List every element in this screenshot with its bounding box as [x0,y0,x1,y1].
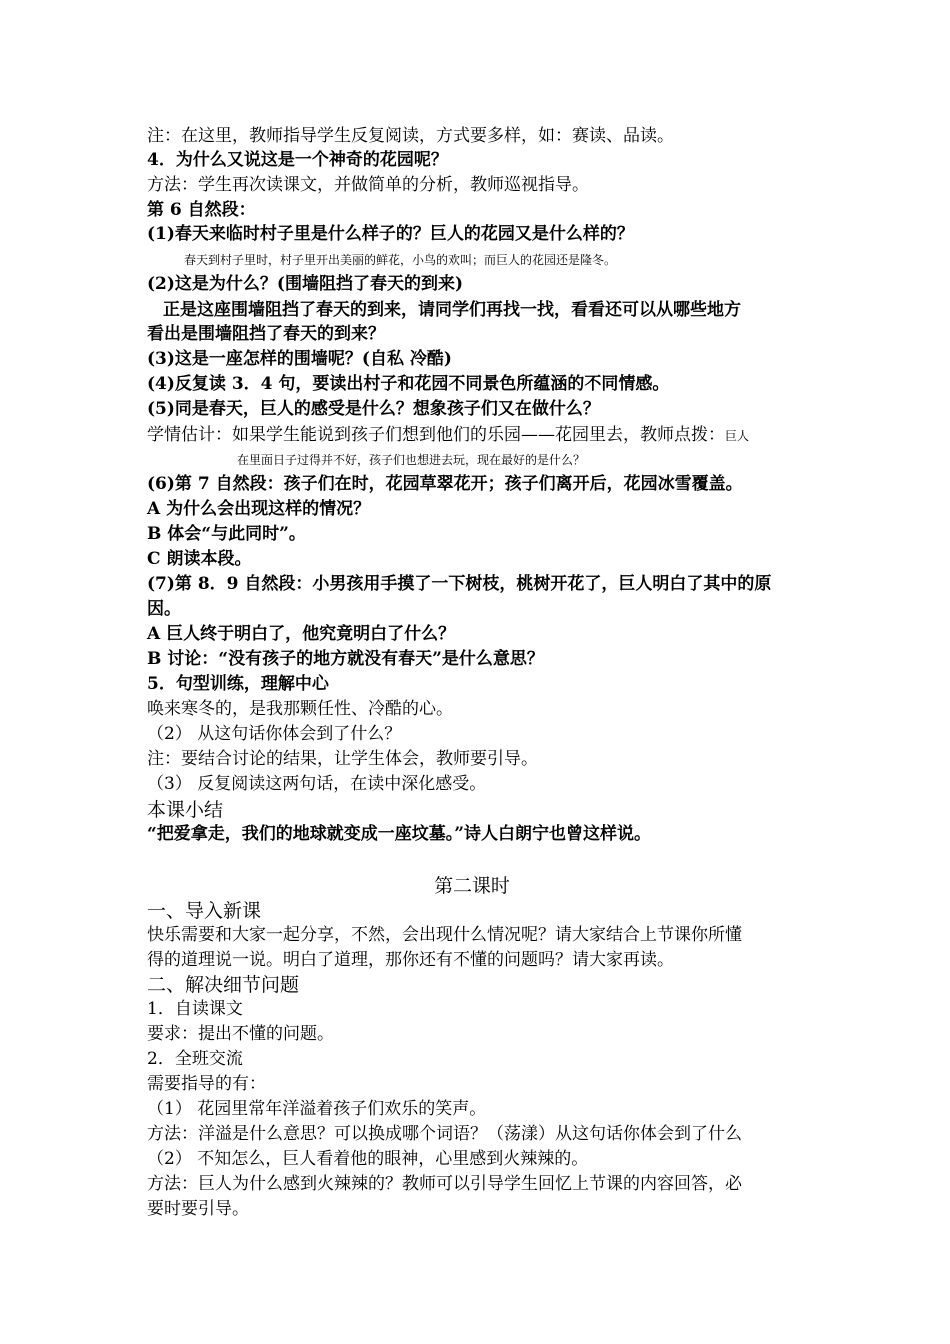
text-line: 因。 [147,599,181,619]
text-line: 得的道理说一说。明白了道理，那你还有不懂的问题吗？请大家再读。 [147,950,674,970]
text-line: (3)这是一座怎样的围墙呢？(自私 冷酷) [147,349,452,369]
text-line: 4．为什么又说这是一个神奇的花园呢？ [147,150,448,170]
text-line: 5．句型训练，理解中心 [147,674,329,694]
text-line: (1)春天来临时村子里是什么样子的？巨人的花园又是什么样的？ [147,224,634,244]
text-line: 需要指导的有： [147,1074,266,1094]
text-line: A 为什么会出现这样的情况？ [147,499,371,519]
section-heading: 一、导入新课 [147,900,262,922]
text-line: 第 6 自然段： [147,200,256,220]
text-line: 在里面日子过得并不好，孩子们也想进去玩，现在最好的是什么？ [237,453,586,467]
section-heading: 二、解决细节问题 [147,974,300,996]
text-line: 注：在这里，教师指导学生反复阅读，方式要多样，如：赛读、品读。 [147,126,674,146]
text-line: C 朗读本段。 [147,549,252,569]
text-line: 看出是围墙阻挡了春天的到来？ [147,324,385,344]
text-line: 春天到村子里时，村子里开出美丽的鲜花，小鸟的欢叫；而巨人的花园还是隆冬。 [184,253,617,267]
text-line: (2)这是为什么？(围墙阻挡了春天的到来) [147,274,464,294]
section-heading: 本课小结 [147,799,224,821]
text-line: 2．全班交流 [147,1049,243,1069]
text-line: （2） 从这句话你体会到了什么？ [147,724,402,744]
text-line: A 巨人终于明白了，他究竟明白了什么？ [147,624,456,644]
text-line: （3） 反复阅读这两句话，在读中深化感受。 [147,774,487,794]
text-line: 要求：提出不懂的问题。 [147,1024,334,1044]
text-line: 方法：洋溢是什么意思？可以换成哪个词语？（荡漾）从这句话你体会到了什么 [147,1124,742,1144]
text-line: (6)第 7 自然段：孩子们在时，花园草翠花开；孩子们离开后，花园冰雪覆盖。 [147,474,743,494]
text-segment: 巨人 [725,429,750,443]
text-line: 快乐需要和大家一起分享，不然，会出现什么情况呢？请大家结合上节课你所懂 [147,925,742,945]
text-line: “把爱拿走，我们的地球就变成一座坟墓。”诗人白朗宁也曾这样说。 [147,824,652,844]
text-line: 唤来寒冬的，是我那颗任性、冷酷的心。 [147,699,453,719]
text-line: 正是这座围墙阻挡了春天的到来，请同学们再找一找，看看还可以从哪些地方 [163,300,741,320]
text-line: B 体会“与此同时”。 [147,524,306,544]
lesson-title: 第二课时 [434,875,510,897]
text-segment: 学情估计：如果学生能说到孩子们想到他们的乐园——花园里去，教师点拨： [147,425,725,445]
text-line: 要时要引导。 [147,1199,249,1219]
text-line: B 讨论：“没有孩子的地方就没有春天”是什么意思？ [147,649,544,669]
text-line: 方法：学生再次读课文，并做简单的分析，教师巡视指导。 [147,175,589,195]
text-line [147,423,749,447]
text-line: 1．自读课文 [147,999,243,1019]
text-line: 方法：巨人为什么感到火辣辣的？教师可以引导学生回忆上节课的内容回答，必 [147,1174,742,1194]
text-line: （2） 不知怎么，巨人看着他的眼神，心里感到火辣辣的。 [147,1149,589,1169]
text-line: (7)第 8．9 自然段：小男孩用手摸了一下树枝，桃树开花了，巨人明白了其中的原 [147,574,772,594]
text-line: (4)反复读 3．4 句，要读出村子和花园不同景色所蕴涵的不同情感。 [147,374,670,394]
text-line: 注：要结合讨论的结果，让学生体会，教师要引导。 [147,749,538,769]
text-line: （1） 花园里常年洋溢着孩子们欢乐的笑声。 [147,1099,487,1119]
text-line: (5)同是春天，巨人的感受是什么？想象孩子们又在做什么？ [147,399,600,419]
